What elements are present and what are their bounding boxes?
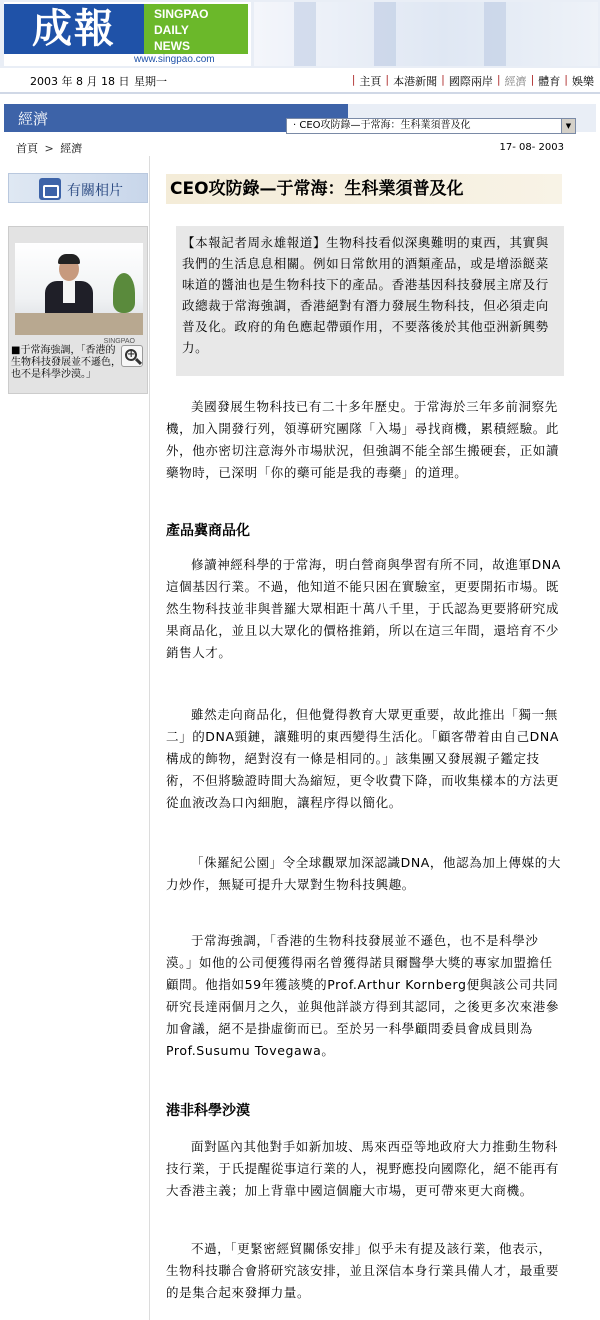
section-title: 經濟 [18, 110, 49, 128]
related-photos-header [8, 173, 148, 203]
logo-english-line: DAILY [154, 23, 189, 37]
date-nav-bar [0, 70, 600, 90]
nav-separator: | [530, 73, 535, 86]
site-logo[interactable] [4, 2, 251, 66]
banner-stripe [374, 2, 396, 66]
photo-plant [113, 273, 135, 313]
breadcrumb-home[interactable]: 首頁 [16, 142, 38, 155]
banner-stripe [484, 2, 506, 66]
nav-link-sports[interactable]: 體育 [538, 75, 561, 88]
chevron-down-icon[interactable]: ▼ [561, 119, 575, 133]
nav-separator: | [496, 73, 501, 86]
sidebar [4, 156, 150, 1320]
current-date: 2003 年 8 月 18 日 [30, 75, 130, 88]
zoom-handle [135, 358, 142, 365]
nav-separator: | [385, 73, 390, 86]
photo-credit: SINGPAO [103, 338, 135, 345]
logo-chinese-text: 成報 [4, 4, 144, 54]
breadcrumb-separator: > [44, 142, 54, 155]
article-lede: 【本報記者周永雄報道】生物科技看似深奧難明的東西，其實與我們的生活息息相關。例如日常飲用的酒類產品，或是增添餸菜味道的醬油也是生物科技下的產品。香港基因科技發展主席及行政總裁于常海強調，香港絕對有潛力發展生物科技，但必須走向普及化。政府的角色應起帶頭作用，不要落後於其他亞洲新興勢力。 [182, 235, 549, 355]
nav-divider [0, 92, 600, 94]
article-dropdown[interactable] [286, 118, 576, 134]
nav-separator: | [564, 73, 568, 86]
nav-link-economy[interactable]: 經濟 [504, 75, 527, 88]
article-paragraph: 不過，「更緊密經貿關係安排」似乎未有提及該行業，他表示，生物科技聯合會將研究該安排，並且深信本身行業具備人才，最重要的是集合起來發揮力量。 [166, 1241, 560, 1300]
breadcrumb [16, 140, 82, 156]
photo-desk [15, 313, 143, 335]
article-lede-box [176, 226, 564, 376]
related-photos-title: 有關相片 [67, 183, 123, 199]
breadcrumb-current[interactable]: 經濟 [60, 142, 83, 155]
zoom-in-icon: + [127, 349, 136, 360]
article [166, 174, 562, 1300]
article-paragraph: 修讀神經科學的于常海，明白營商與學習有所不同，故進軍DNA這個基因行業。不過，他知道不能只困在實驗室，更要開拓市場。既然生物科技並非與普羅大眾相距十萬八千里，于氏認為更要將研究成果商品化，並且以大眾化的價格推銷，所以在這三年間，還培育不少銷售人才。 [166, 557, 561, 660]
logo-url: www.singpao.com [134, 54, 215, 65]
nav-link-home[interactable]: 主頁 [359, 75, 382, 88]
banner-graphic [254, 2, 598, 66]
nav-link-entertainment[interactable]: 娛樂 [572, 75, 594, 88]
photo-icon [39, 178, 61, 200]
nav-separator: | [351, 73, 356, 86]
article-paragraph: 于常海強調，「香港的生物科技發展並不遜色，也不是科學沙漠。」如他的公司便獲得兩名曾獲得諾貝爾醫學大獎的專家加盟擔任顧問。他指如59年獲該獎的Prof.Arthur Kornberg便與該公司共同研究長達兩個月之久，並與他詳談方得到其認同，之後更多次來港參加會議，絕不是掛虛銜而已。至於另一科學顧問委員會成員則為Prof.Susumu Tovegawa。 [166, 933, 560, 1058]
photo-caption: ■于常海強調，「香港的生物科技發展並不遜色，也不是科學沙漠。」 [11, 345, 121, 380]
zoom-in-button[interactable] [121, 345, 143, 367]
main-nav [348, 73, 594, 89]
logo-english-block [144, 4, 248, 54]
article-paragraph: 「侏羅紀公園」令全球觀眾加深認識DNA，他認為加上傳媒的大力炒作，無疑可提升大眾對生物科技興趣。 [166, 855, 561, 892]
photo-person-hair [58, 254, 80, 264]
article-subhead: 產品冀商品化 [166, 523, 250, 539]
article-title: CEO攻防錄—于常海：生科業須普及化 [166, 174, 562, 204]
article-paragraph: 雖然走向商品化，但他覺得教育大眾更重要，故此推出「獨一無二」的DNA頸鏈，讓難明的東西變得生活化。「顧客帶着由自己DNA構成的飾物，絕對沒有一條是相同的。」該集團又發展親子鑑定技術，不但將驗證時間大為縮短，更令收費下降，而收集樣本的方法更從血液改為口內細胞，讓程序得以簡化。 [166, 707, 560, 810]
photo-person-shirt [63, 281, 75, 303]
banner-stripe [294, 2, 316, 66]
article-paragraph: 美國發展生物科技已有二十多年歷史。于常海於三年多前洞察先機，加入開發行列，領導研究團隊「入場」尋找商機，累積經驗。此外，他亦密切注意海外市場狀況，但強調不能全部生搬硬套，正如讀藥物時，已深明「你的藥可能是我的毒藥」的道理。 [166, 399, 560, 480]
logo-english-line: SINGPAO [154, 7, 209, 21]
photo-card [8, 226, 148, 394]
article-dropdown-value: ‧ CEO攻防錄—于常海：生科業須普及化 [293, 120, 471, 131]
masthead [0, 0, 600, 68]
current-weekday: 星期一 [134, 75, 167, 88]
nav-separator: | [441, 73, 445, 86]
article-photo[interactable] [15, 243, 143, 335]
article-subhead: 港非科學沙漠 [166, 1103, 250, 1119]
nav-link-international[interactable]: 國際兩岸 [448, 75, 493, 88]
article-paragraph: 面對區內其他對手如新加坡、馬來西亞等地政府大力推動生物科技行業，于氏提醒從事這行業的人，視野應投向國際化，絕不能再有大香港主義；加上背靠中國這個龐大市場，更可帶來更大商機。 [166, 1139, 560, 1198]
logo-english-line: NEWS [154, 39, 190, 53]
nav-link-local-news[interactable]: 本港新聞 [393, 75, 438, 88]
publish-date: 17- 08- 2003 [499, 142, 564, 153]
